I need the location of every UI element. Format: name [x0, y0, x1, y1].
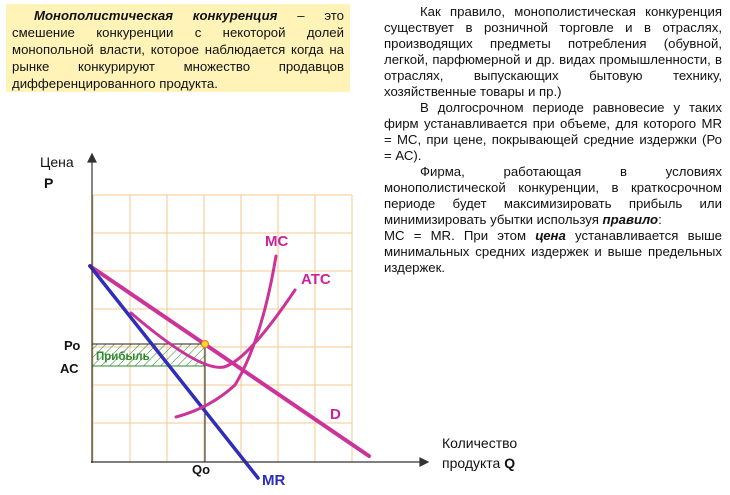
price-term: цена [535, 228, 566, 243]
y-axis-arrow [88, 154, 96, 162]
price-rule-start: MC = MR. При этом [384, 228, 536, 243]
x-axis-label: Количество [442, 435, 518, 451]
equilibrium-point [202, 341, 209, 348]
rule-colon: : [658, 212, 662, 227]
x-axis-arrow [420, 458, 428, 466]
grid [93, 195, 352, 462]
paragraph-long-run: В долгосрочном периоде равновесие у таких фирм устанавливается при объеме, для которого MR = MC, при цене, покрывающей средние издержки (Ро = АС). [384, 100, 722, 163]
x-axis-label-line2 [442, 455, 515, 471]
quantity-q0-label: Qо [192, 462, 211, 477]
mr-label: MR [262, 472, 286, 489]
price-rule-end: устанавливается выше минимальных средних издержек и выше предельных издержек. [384, 228, 722, 275]
definition-term: Монополистическая конкуренция [34, 8, 278, 23]
atc-label: ATC [301, 271, 331, 288]
average-cost-label: АС [60, 361, 79, 376]
price-p0-label: Ро [64, 338, 81, 353]
definition-body: – это смешение конкуренции с некоторой долей монопольной власти, которое наблюдается когда на рынке конкурируют множество продавцов дифференцированного продукта. [12, 8, 344, 91]
x-axis-label-word: продукта [442, 455, 505, 471]
x-axis-symbol: Q [504, 455, 516, 471]
mc-label: MC [265, 233, 289, 250]
axes [88, 154, 428, 466]
y-axis-label: Цена [40, 154, 74, 170]
demand-label: D [330, 406, 341, 423]
marginal-revenue-curve-mr [90, 266, 258, 478]
paragraph-short-run-text: Фирма, работающая в условиях монополистической конкуренции, в краткосрочном периоде будет максимизировать прибыль или минимизировать убытки используя [384, 164, 722, 227]
y-axis-symbol: Р [44, 175, 54, 191]
profit-label: Прибыль [96, 351, 150, 363]
paragraph-distribution: Как правило, монополистическая конкуренция существует в розничной торговле и в отраслях, производящих предметы потребления (обувной, легкой, парфюмерной и др. видах промышленности, в отраслях, выпускающих бытовую технику, хозяйственные товары и пр.) [384, 4, 722, 99]
rule-term: правило [602, 212, 659, 227]
